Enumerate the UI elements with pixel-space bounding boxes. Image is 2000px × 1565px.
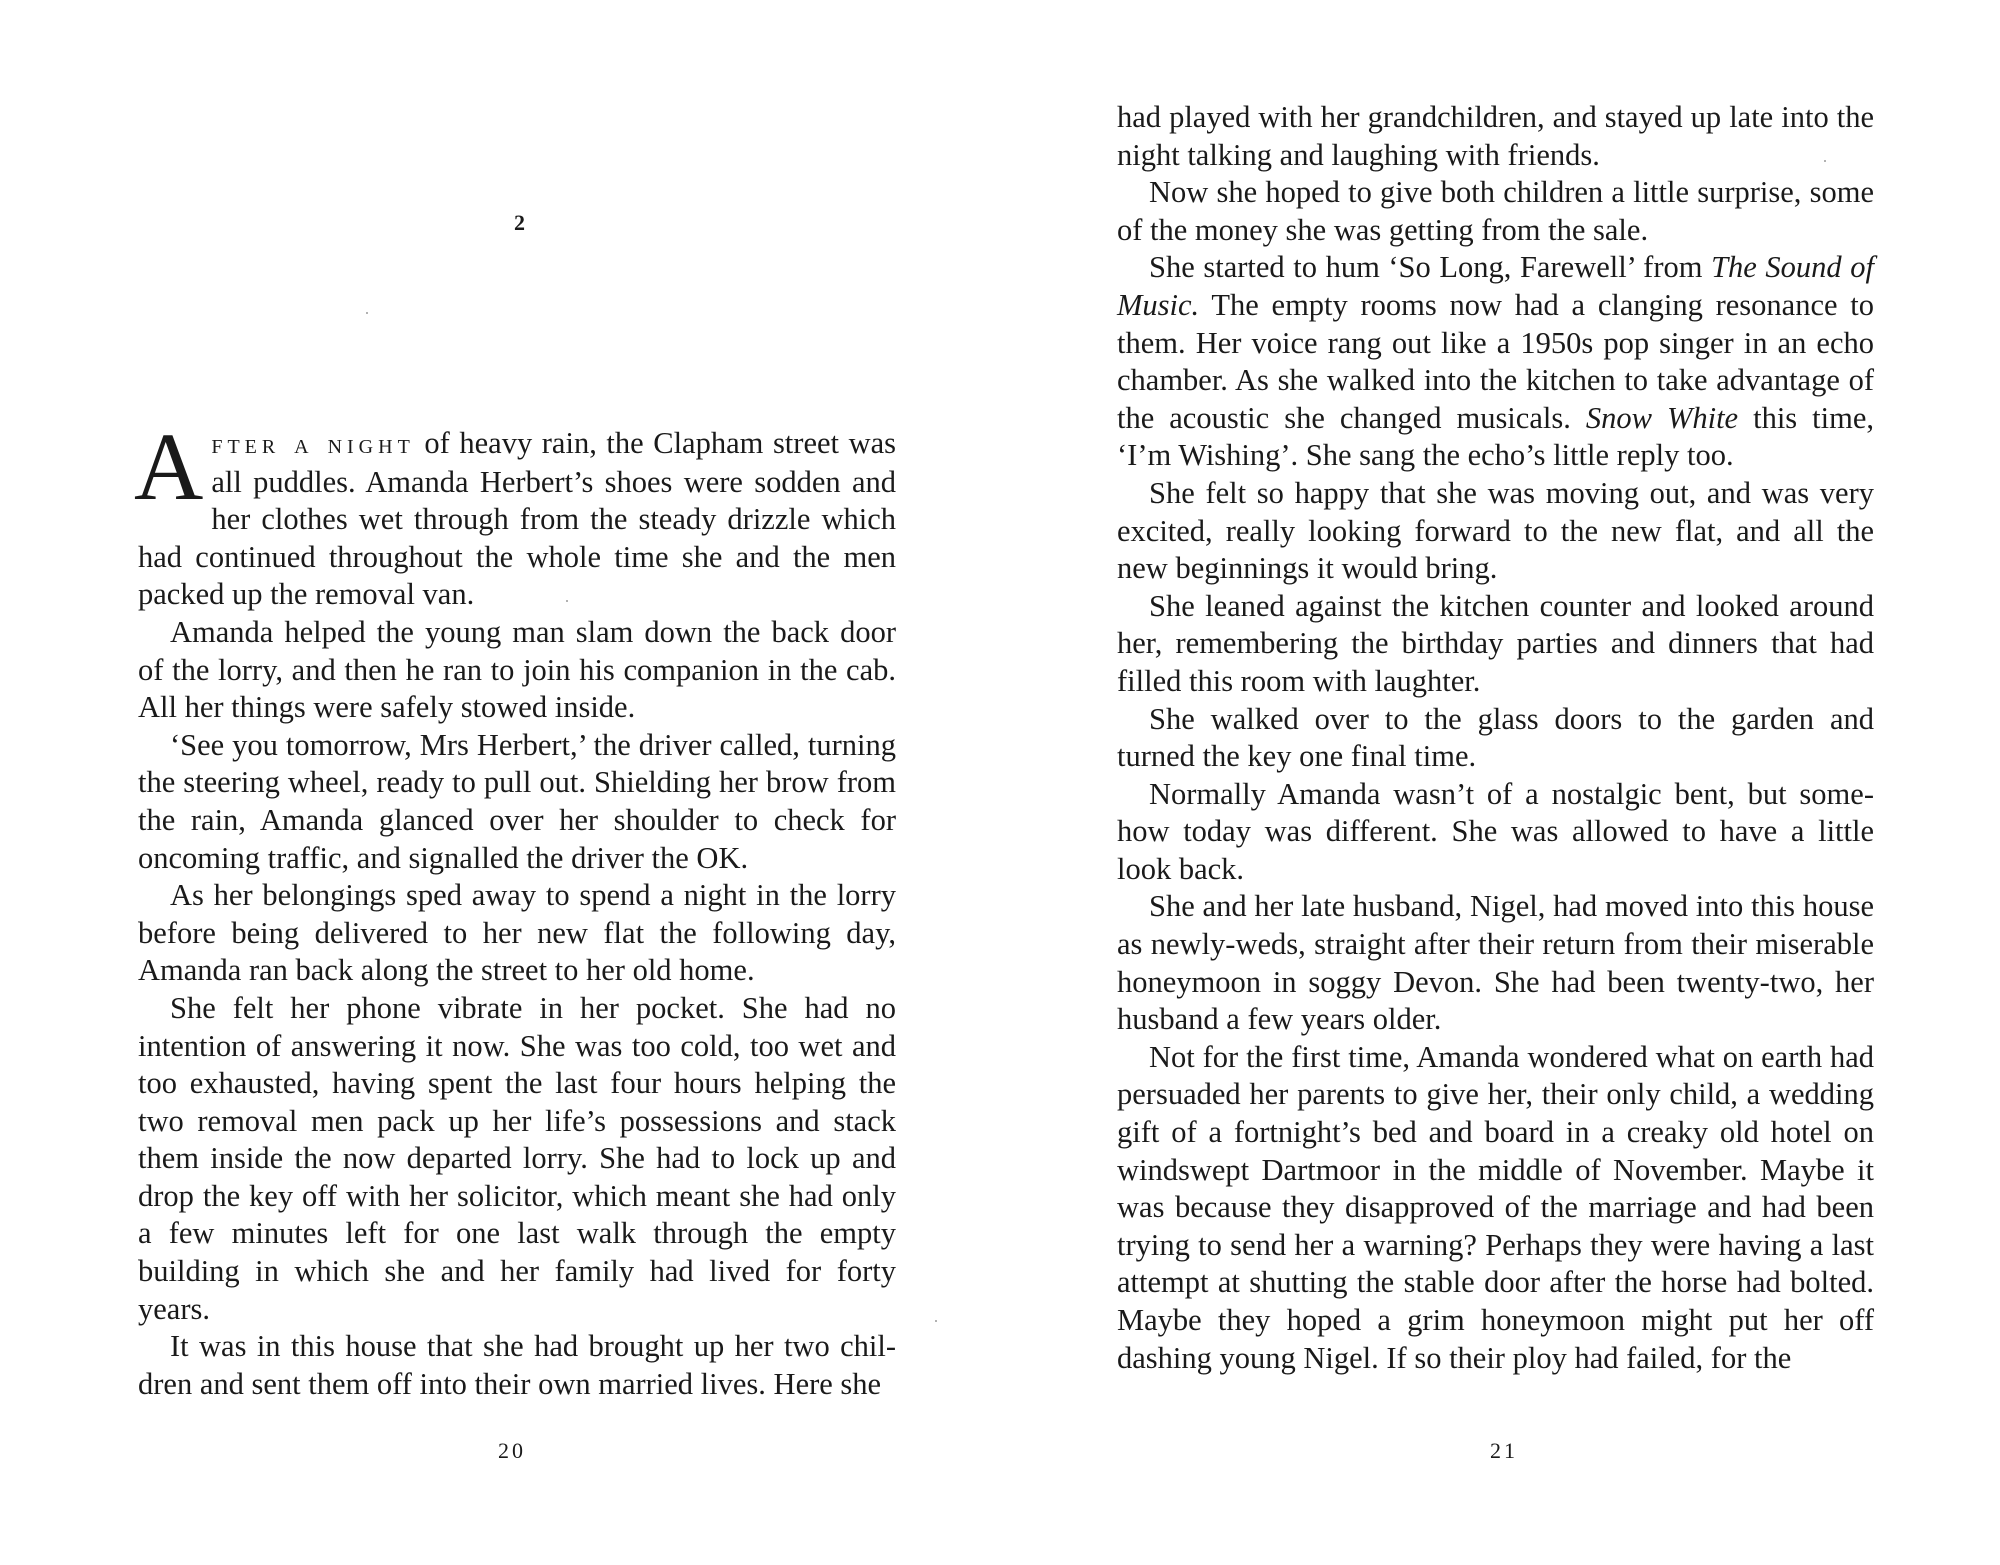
music-paragraph-start: She started to hum ‘So Long, Farewell’ from	[1149, 250, 1712, 285]
continued-paragraph: had played with her grandchildren, and stayed up late into the night talking and laughing with friends.	[1117, 100, 1874, 172]
chapter-number: 2	[514, 210, 526, 235]
paragraph: Normally Amanda wasn’t of a nostalgic bent, but somehow today was different. She was allowed to have a little look back.	[1117, 776, 1874, 886]
paragraph: Amanda helped the young man slam down the back door of the lorry, and then he ran to join his companion in the cab. All her things were safely stowed inside.	[138, 614, 896, 725]
paragraph: ‘See you tomorrow, Mrs Herbert,’ the driver called, turning the steering wheel, ready to pull out. Shielding her brow from the rain, Amanda glanced over her shoulder to check for oncoming traffic, and signalled the driver the OK.	[138, 727, 896, 875]
music-paragraph-middle: The empty rooms now had a clanging resonance to them. Her voice rang out like a 1950s pop singer in an echo chamber. As she walked into the kitchen to take advantage of the acoustic she changed musicals.	[1117, 287, 1874, 435]
page-number: 20	[498, 1438, 526, 1463]
print-speck	[566, 600, 568, 602]
title-snow-white: Snow White	[1585, 400, 1739, 435]
title-sound-of-music: The Sound of Music.	[1117, 250, 1874, 322]
right-page-body	[1117, 99, 1874, 1377]
print-speck	[935, 1320, 937, 1322]
page-number: 21	[1490, 1438, 1518, 1463]
paragraph: She felt so happy that she was moving out, and was very excited, really looking forward to the new flat, and all the new beginnings it would bring.	[1117, 475, 1874, 586]
paragraph: She leaned against the kitchen counter and looked around her, remembering the birthday parties and dinners that had filled this room with laughter.	[1117, 588, 1874, 698]
right-page	[1000, 0, 2000, 1565]
paragraph: Now she hoped to give both children a little surprise, some of the money she was getting from the sale.	[1117, 175, 1874, 247]
drop-cap: A	[134, 413, 204, 520]
paragraph: She walked over to the glass doors to the garden and turned the key one final time.	[1117, 701, 1874, 774]
small-caps-lead: fter a night	[211, 429, 415, 460]
left-page-body	[134, 413, 897, 1403]
paragraph: As her belongings sped away to spend a night in the lorry before being delivered to her new flat the following day, Amanda ran back along the street to her old home.	[138, 878, 896, 988]
print-speck	[1824, 160, 1826, 162]
opening-paragraph-text: of heavy rain, the Clapham street was all puddles. Amanda Herbert’s shoes were sodden and her clothes wet through from the steady drizzle which had continued throughout the whole time she and the men packed up the removal van.	[138, 426, 897, 612]
opening-paragraph	[134, 413, 897, 614]
music-paragraph-end: this time, ‘I’m Wishing’. She sang the echo’s little reply too.	[1117, 400, 1874, 473]
paragraph: It was in this house that she had brought up her two children and sent them off into their own married lives. Here she	[138, 1329, 896, 1401]
paragraph: She felt her phone vibrate in her pocket. She had no intention of answering it now. She was too cold, too wet and too exhausted, having spent the last four hours helping the two removal men pack up her life’s possessions and stack them inside the now departed lorry. She had to lock up and drop the key off with her solicitor, which meant she had only a few minutes left for one last walk through the empty building in which she and her family had lived for forty years.	[138, 990, 896, 1326]
paragraph: Not for the first time, Amanda wondered what on earth had persuaded her parents to give her, their only child, a wedding gift of a fortnight’s bed and board in a creaky old hotel on windswept Dartmoor in the middle of November. Maybe it was because they disapproved of the marriage and had been trying to send her a warning? Perhaps they were having a last attempt at shutting the stable door after the horse had bolted. Maybe they hoped a grim honeymoon might put her off dashing young Nigel. If so their ploy had failed, for the	[1117, 1039, 1874, 1375]
paragraph: She and her late husband, Nigel, had moved into this house as newly-weds, straight after their return from their miserable honeymoon in soggy Devon. She had been twenty-two, her husband a few years older.	[1117, 889, 1874, 1037]
music-paragraph	[1117, 249, 1874, 475]
print-speck	[366, 312, 368, 314]
